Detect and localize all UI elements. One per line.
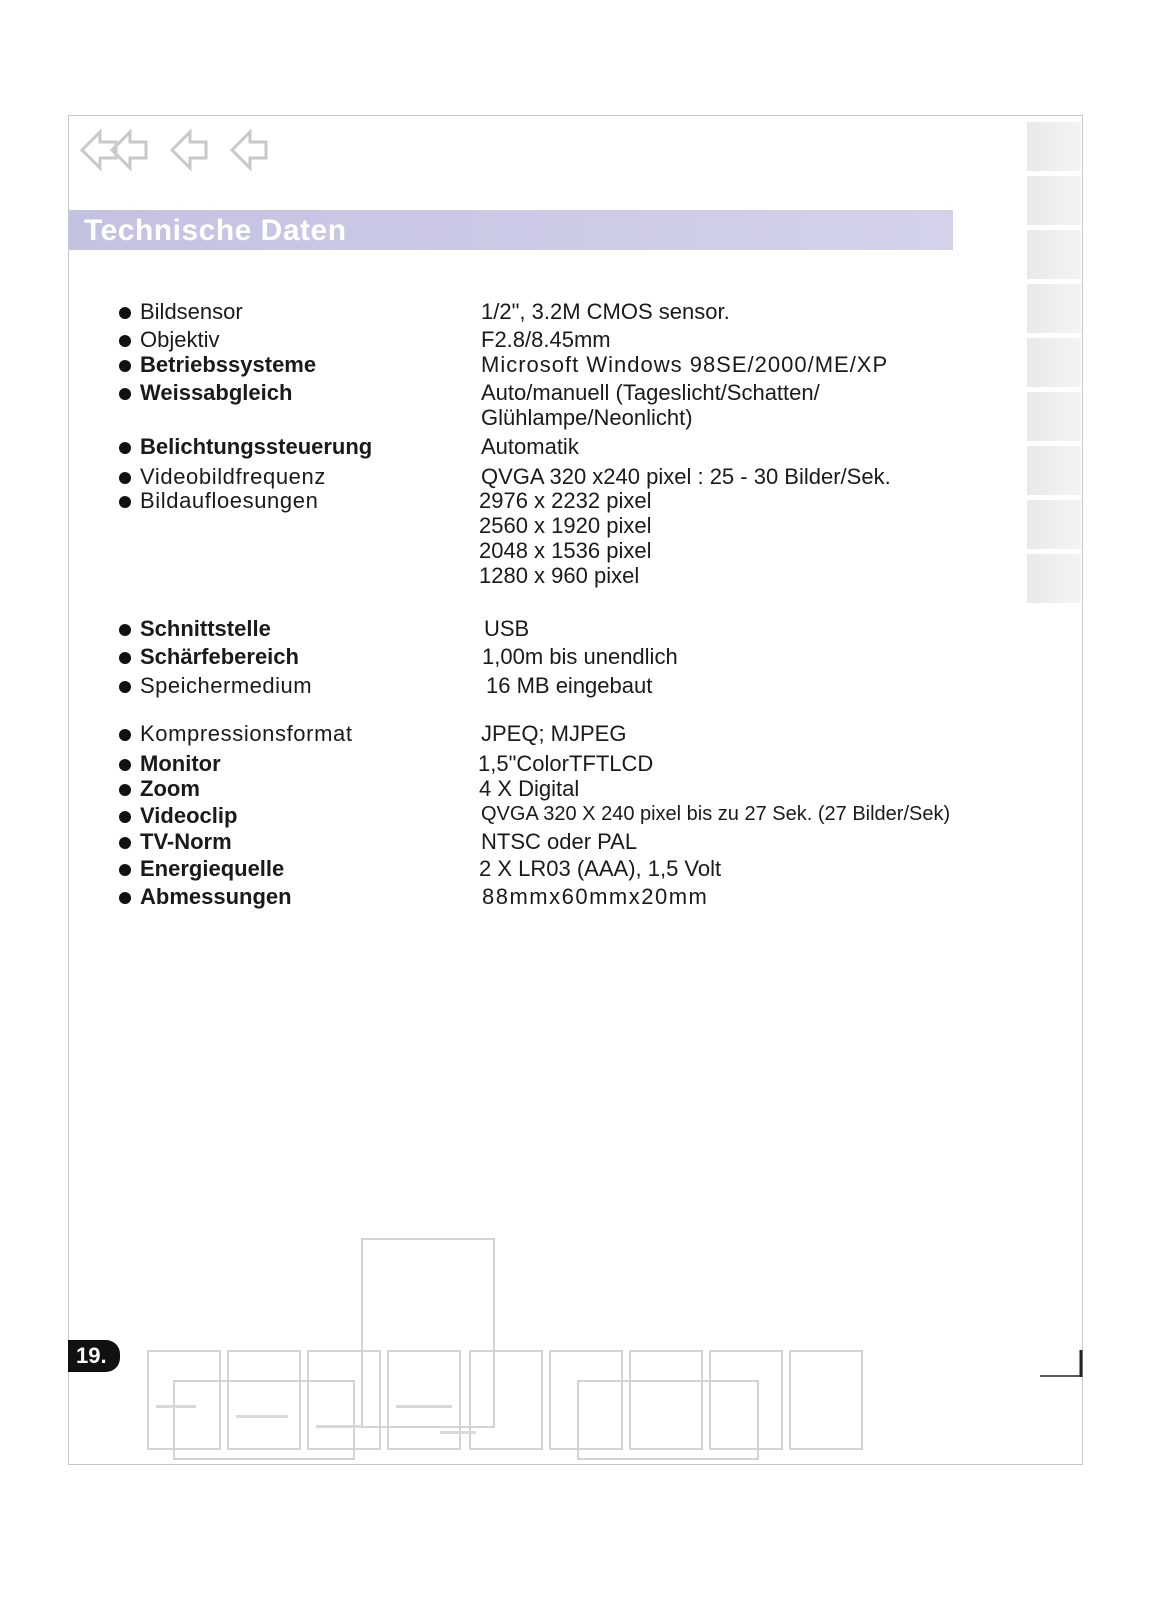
spec-value: Automatik (481, 434, 579, 459)
spec-label: Schnittstelle (140, 616, 271, 641)
bullet-icon (119, 864, 131, 876)
bullet-icon (119, 335, 131, 347)
bullet-icon (119, 652, 131, 664)
spec-value-line: 2560 x 1920 pixel (479, 513, 652, 538)
bullet-icon (119, 472, 131, 484)
spec-value: 88mmx60mmx20mm (482, 884, 709, 909)
spec-label: Kompressionsformat (140, 721, 353, 746)
spec-row (0, 776, 1172, 802)
spec-row (0, 352, 1172, 378)
spec-label: Speichermedium (140, 673, 313, 698)
spec-value-line: 2048 x 1536 pixel (479, 538, 652, 563)
page-title: Technische Daten (84, 214, 347, 247)
spec-label: Weissabgleich (140, 380, 293, 405)
spec-row (0, 299, 1172, 325)
spec-value: 1/2", 3.2M CMOS sensor. (481, 299, 730, 324)
spec-value: QVGA 320 X 240 pixel bis zu 27 Sek. (27 Bilder/Sek) (481, 803, 951, 825)
bullet-icon (119, 624, 131, 636)
spec-value: JPEQ; MJPEG (481, 721, 627, 746)
spec-row (0, 856, 1172, 882)
spec-label: Zoom (140, 776, 200, 801)
spec-label: Bildaufloesungen (140, 488, 319, 513)
spec-value: 16 MB eingebaut (486, 673, 653, 698)
spec-value-line: Glühlampe/Neonlicht) (481, 405, 693, 430)
spec-row (0, 884, 1172, 910)
spec-value: Microsoft Windows 98SE/2000/ME/XP (481, 352, 889, 377)
bullet-icon (119, 307, 131, 319)
spec-row (0, 464, 1172, 490)
spec-label: Bildsensor (140, 299, 243, 324)
spec-label: Objektiv (140, 327, 220, 352)
spec-label: Schärfebereich (140, 644, 299, 669)
bullet-icon (119, 496, 131, 508)
spec-value: NTSC oder PAL (481, 829, 638, 854)
bullet-icon (119, 837, 131, 849)
spec-value: QVGA 320 x240 pixel : 25 - 30 Bilder/Sek. (481, 464, 891, 489)
spec-value: F2.8/8.45mm (481, 327, 611, 352)
spec-value (479, 488, 651, 588)
spec-value: 2 X LR03 (AAA), 1,5 Volt (479, 856, 722, 881)
spec-row (0, 488, 1172, 588)
section-title-bar (68, 210, 953, 250)
spec-label: Belichtungssteuerung (140, 434, 373, 459)
bullet-icon (119, 360, 131, 372)
background-decoration (140, 1235, 880, 1465)
spec-value-line: 1280 x 960 pixel (479, 563, 640, 588)
spec-value: USB (484, 616, 530, 641)
spec-value (481, 380, 820, 430)
bullet-icon (119, 759, 131, 771)
spec-row (0, 380, 1172, 430)
spec-label: Energiequelle (140, 856, 285, 881)
arrows-decoration (72, 122, 292, 180)
bullet-icon (119, 388, 131, 400)
spec-label: Videobildfrequenz (140, 464, 326, 489)
spec-row (0, 327, 1172, 353)
bullet-icon (119, 784, 131, 796)
page-number: 19. (76, 1343, 107, 1368)
spec-row (0, 616, 1172, 642)
spec-row (0, 644, 1172, 670)
arrow-icon (232, 132, 266, 168)
bullet-icon (119, 442, 131, 454)
bullet-icon (119, 729, 131, 741)
spec-row (0, 803, 1172, 829)
bullet-icon (119, 811, 131, 823)
spec-value: 1,5"ColorTFTLCD (478, 751, 654, 776)
spec-value: 1,00m bis unendlich (482, 644, 678, 669)
spec-label: Abmessungen (140, 884, 292, 909)
spec-row (0, 751, 1172, 777)
spec-value: 4 X Digital (479, 776, 580, 801)
spec-row (0, 434, 1172, 460)
bullet-icon (119, 892, 131, 904)
spec-value-line: Auto/manuell (Tageslicht/Schatten/ (481, 380, 820, 405)
spec-row (0, 721, 1172, 747)
spec-value-line: 2976 x 2232 pixel (479, 488, 652, 513)
spec-label: Videoclip (140, 803, 238, 828)
corner-mark (1040, 1350, 1084, 1380)
spec-label: TV-Norm (140, 829, 232, 854)
spec-label: Betriebssysteme (140, 352, 317, 377)
spec-label: Monitor (140, 751, 221, 776)
spec-row (0, 829, 1172, 855)
spec-row (0, 673, 1172, 699)
bullet-icon (119, 681, 131, 693)
arrow-icon (172, 132, 206, 168)
page-number-badge (68, 1340, 120, 1372)
